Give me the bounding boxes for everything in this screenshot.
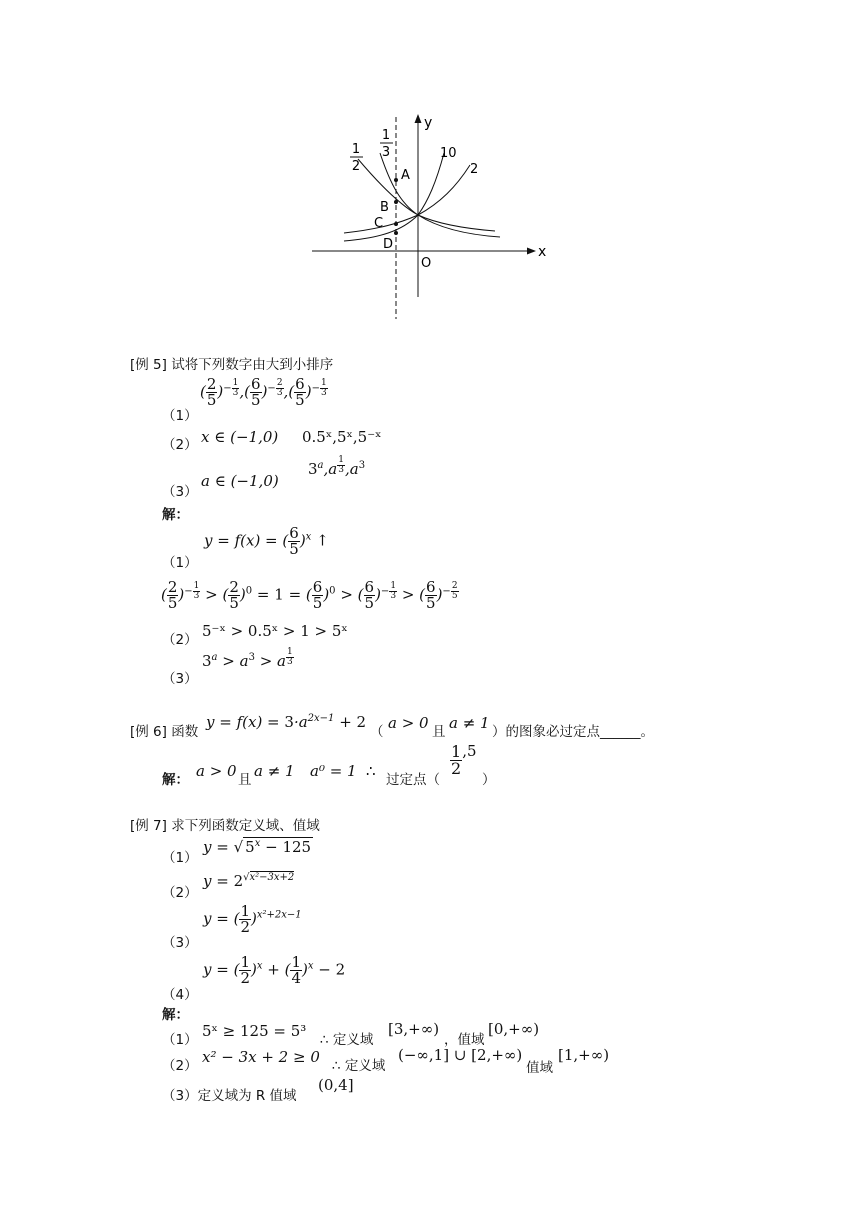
point-c [394,222,398,226]
ex7-p2-label: （2） [162,885,198,901]
point-a [394,178,398,182]
ex5-p3-list: 3$^a$,a $^{\frac{1}{3}}$ $,a^3$ [308,455,366,478]
ex6-sol-cond: a > 0 [196,762,237,780]
ex7-s1-range-val: [0,+∞) [488,1020,540,1038]
label-third-den: 3 [381,145,391,160]
ex7-s2-range: 值域 [526,1060,553,1076]
ex7-s1-dom: ∴ 定义域 [320,1032,374,1048]
ex6-cond-close: ）的图象必过定点______。 [492,724,654,740]
y-axis-arrow-icon [415,114,422,123]
ex5-p3-label: （3） [162,484,198,500]
ex5-s1-math: y = f(x) = ( $\frac{6}{5}$ )$^x$ ↑ [204,524,329,558]
ex7-s2-dom: ∴ 定义域 [332,1058,386,1074]
label-a: A [401,168,410,183]
ex6-cond-mid: 且 [432,724,446,740]
ex5-s2-label: （2） [162,632,198,648]
ex5-p3-cond: a ∈ (−1,0) [201,472,279,490]
ex5-p2-list: 0.5ˣ,5ˣ,5⁻ˣ [302,428,382,446]
ex6-cond-b: a ≠ 1 [449,714,490,732]
point-d [394,231,398,235]
label-x: x [538,244,547,260]
ex6-sol-close: ） [482,772,496,788]
ex7-p1-label: （1） [162,850,198,866]
ex7-title: [例 7] 求下列函数定义域、值域 [130,818,320,834]
ex5-p1-label: （1） [162,408,198,424]
ex6-function: $y = f(x) = 3\cdot a^{2x-1} + 2$ [206,713,367,731]
ex7-p1-math: y = √ 5$^x$ − 125 [203,838,312,856]
ex6-sol-label: 解： [162,772,189,788]
ex6-sol-text: 过定点（ [386,772,440,788]
label-o: O [421,256,432,271]
ex7-p3-math: y = ( $\frac{1}{2}$ )$^{x^2+2x-1}$ [203,902,302,936]
ex5-s2-math: 5⁻ˣ > 0.5ˣ > 1 > 5ˣ [202,622,348,640]
ex7-s3-val: (0,4] [318,1076,354,1094]
ex5-s1-label: （1） [162,555,198,571]
ex6-sol-neq: a ≠ 1 [254,762,295,780]
label-10: 10 [440,146,457,161]
ex6-title: [例 6] 函数 [130,724,199,740]
ex7-sol-label: 解： [162,1007,189,1023]
ex6-point-den: 2 [451,758,462,778]
label-half-den: 2 [351,159,361,174]
ex7-p3-label: （3） [162,935,198,951]
ex7-s2-dom-val: (−∞,1] ∪ [2,+∞) [398,1046,523,1064]
ex7-s1-dom-val: [3,+∞) [388,1020,440,1038]
ex6-point-num: 1 [451,741,462,761]
ex6-sol-zero: a⁰ = 1 [310,762,357,780]
ex6-cond-open: （ [370,724,384,740]
ex7-s2-math: x² − 3x + 2 ≥ 0 [202,1048,320,1066]
label-b: B [380,200,389,215]
label-2: 2 [470,162,479,177]
ex7-s1-label: （1） [162,1032,198,1048]
ex5-sol-label: 解： [162,507,189,523]
x-axis-arrow-icon [527,248,536,255]
label-third-num: 1 [381,128,391,143]
ex7-p4-label: （4） [162,987,198,1003]
label-c: C [374,216,384,231]
ex7-p4-math: y = ( $\frac{1}{2}$ )$^x$ + ( $\frac{1}{4}$ )$^x$ − 2 [203,953,346,987]
label-d: D [383,237,394,252]
ex6-point-y: ,5 [462,742,477,760]
ex7-s2-range-val: [1,+∞) [558,1046,610,1064]
label-half-num: 1 [351,142,361,157]
ex6-cond-a: a > 0 [388,714,429,732]
ex5-p2-label: （2） [162,437,198,453]
ex7-s3-text: （3）定义域为 R 值域 [162,1088,297,1104]
ex5-p1-math: ( $\frac{2}{5}$ )$^{- \frac{1}{3}}$ ,( $\frac{6}{5}$ )$^{- \frac{2}{3}}$ ,( $\frac{6}{5}$ )$^{- \frac{1}{3}}$ [200,375,327,409]
ex6-sol-point [450,742,477,777]
label-y: y [424,115,433,131]
ex7-p2-math: $y = 2^{√x^2-3x+2}$ [203,872,295,890]
ex5-title: [例 5] 试将下列数字由大到小排序 [130,357,334,373]
ex7-s1-range: ，值域 [444,1032,485,1048]
ex5-p2-cond: x ∈ (−1,0) [201,428,279,446]
ex5-s3-math: $3^a > a^3 > a$ $^{\frac{1}{3}}$ [202,647,293,670]
ex6-sol-and: 且 [238,772,252,788]
exponential-graph [300,105,560,325]
ex7-s2-label: （2） [162,1058,198,1074]
point-b [394,200,398,204]
ex5-s3-label: （3） [162,671,198,687]
ex5-s1-chain: ( $\frac{2}{5}$ )$^{- \frac{1}{3}}$ > ( $\frac{2}{5}$ )$^0$ = 1 = ( $\frac{6}{5}$ )$^0$ > ( $\frac{6}{5}$ )$^{- \frac{1}{3}}$ > ( $\frac{6}{5}$ )$^{- \frac{2}{5}}$ [161,578,458,612]
ex7-s1-math: 5ˣ ≥ 125 = 5³ [202,1022,307,1040]
ex6-sol-therefore: ∴ [366,762,376,780]
